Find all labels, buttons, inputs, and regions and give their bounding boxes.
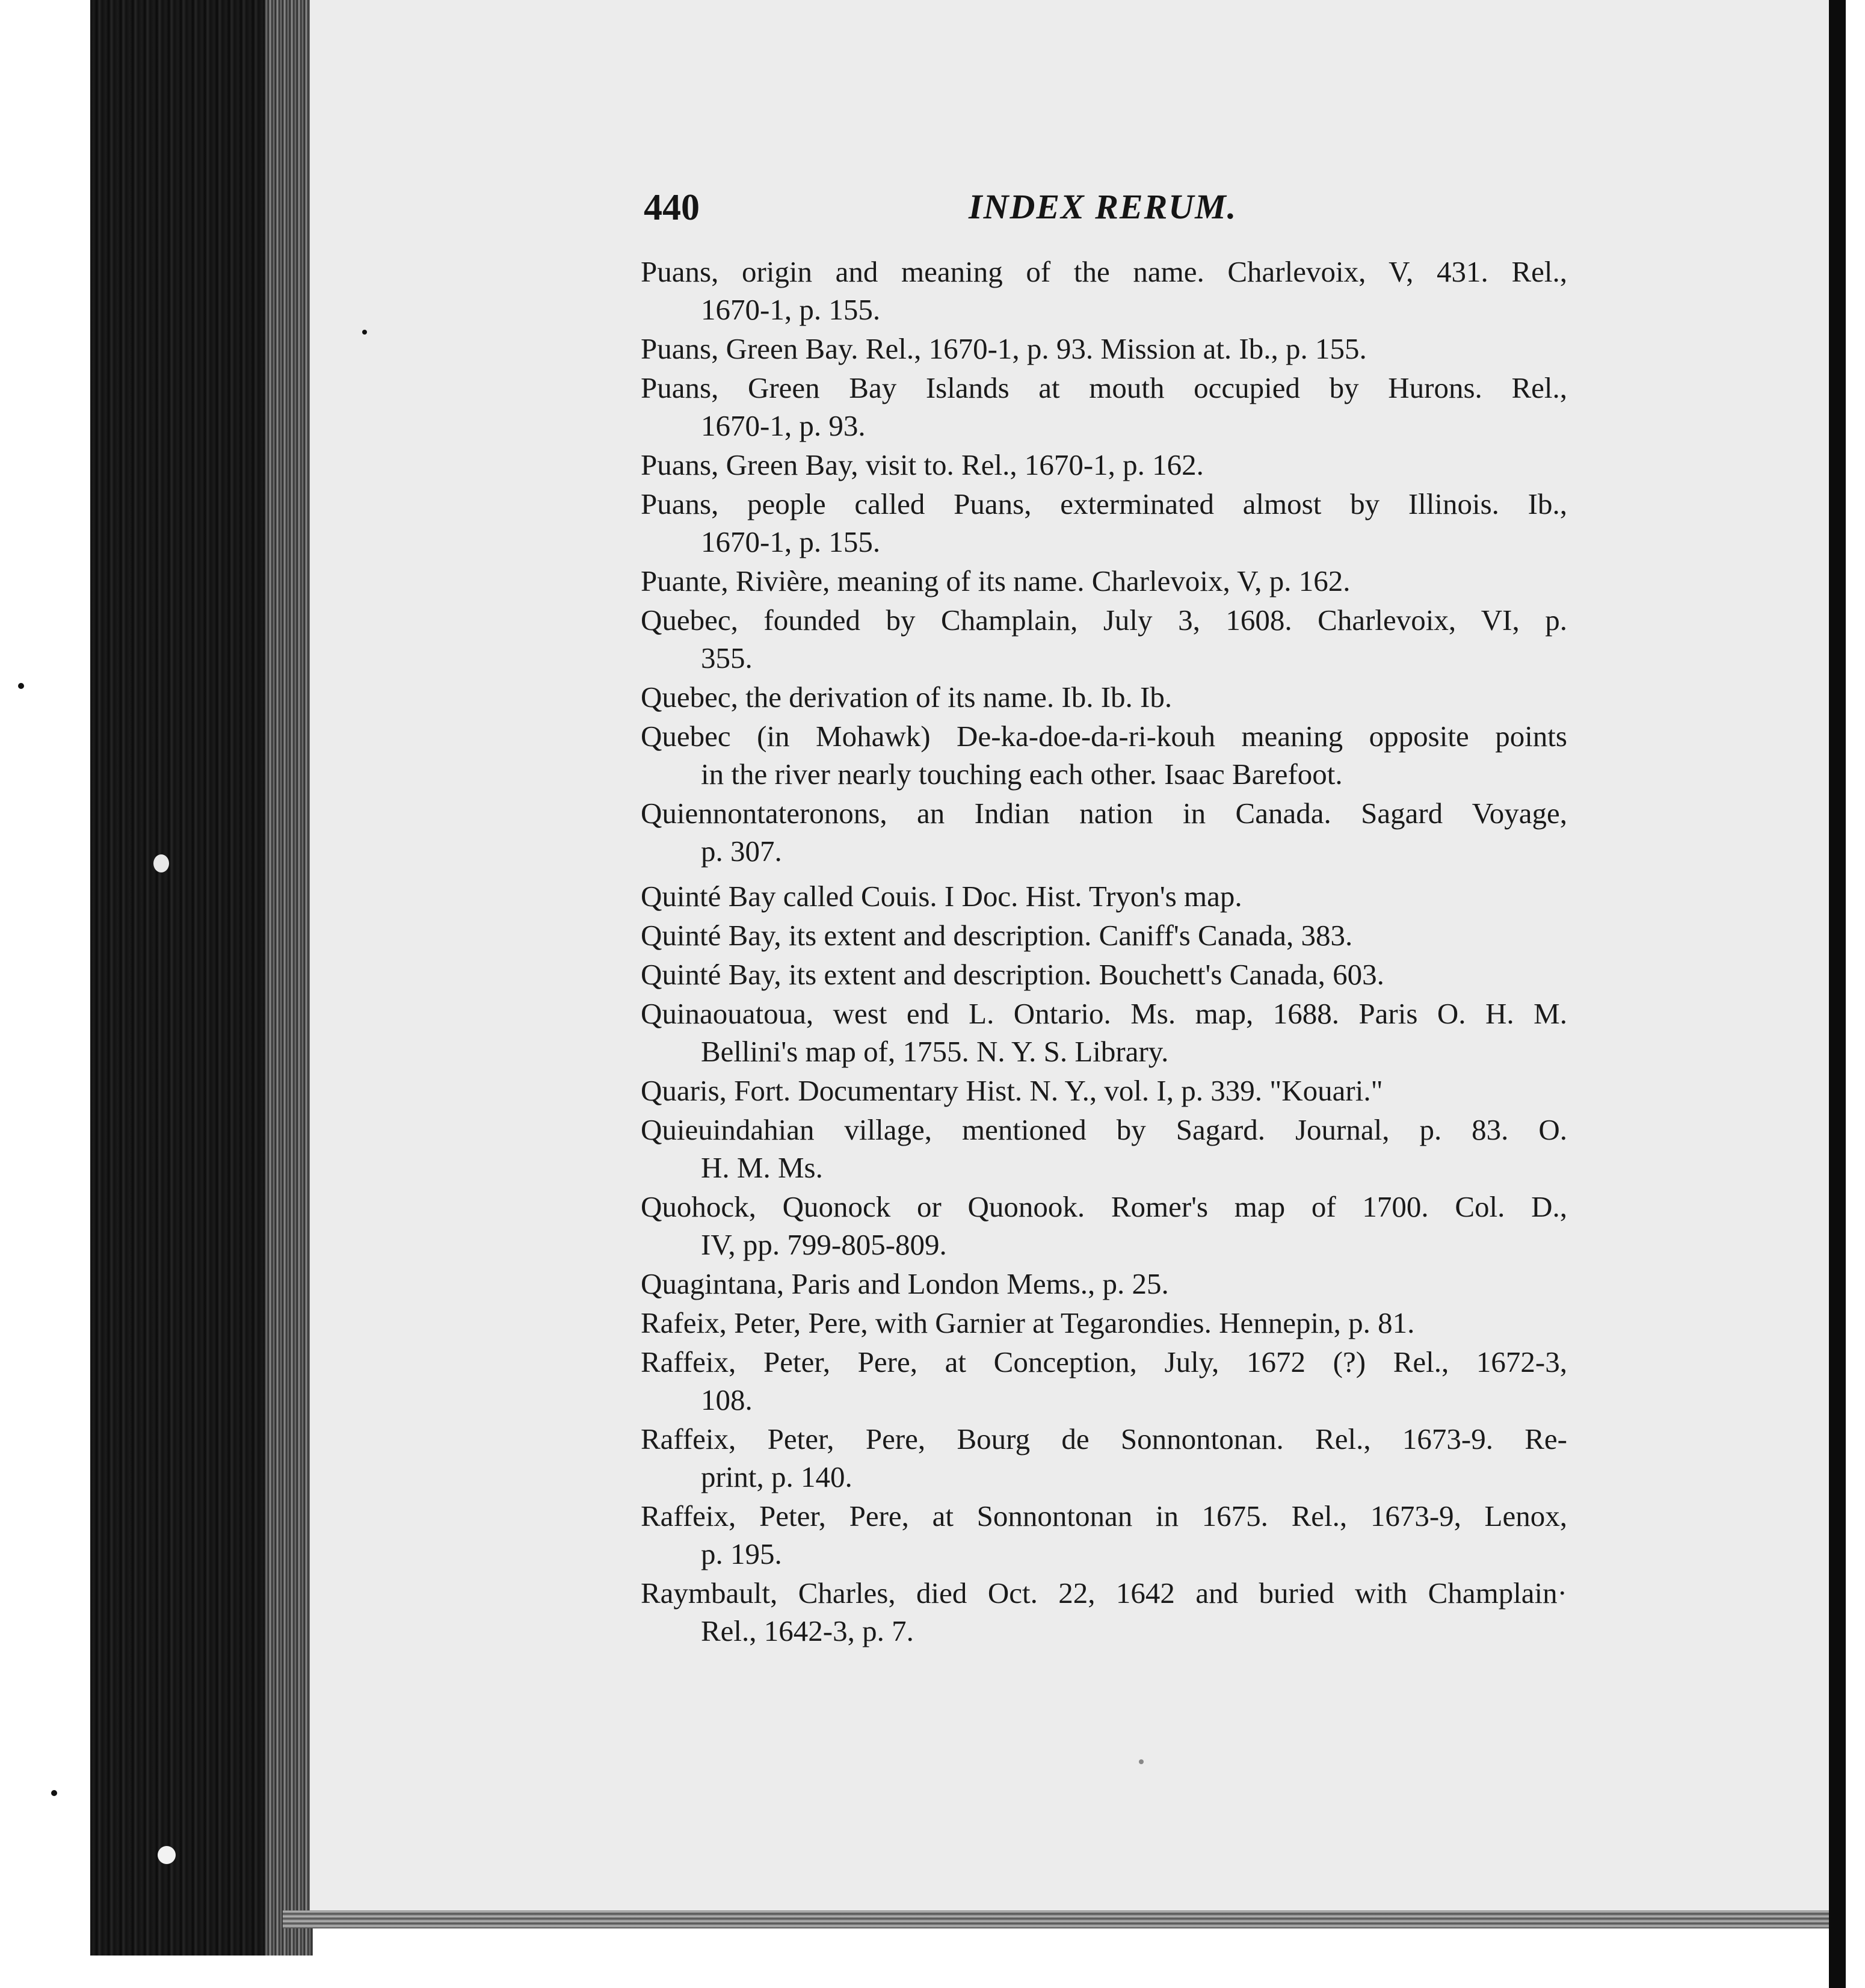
running-header: [644, 187, 1293, 235]
index-entry: [641, 369, 1567, 445]
index-entry: [641, 485, 1567, 561]
entry-line: Puans, Green Bay. Rel., 1670-1, p. 93. Mission at. Ib., p. 155.: [641, 332, 1367, 365]
entry-continuation-line: p. 195.: [701, 1537, 782, 1570]
index-entry: [641, 877, 1567, 915]
index-entry: [641, 562, 1567, 600]
entry-line: Raffeix, Peter, Pere, Bourg de Sonnontonan. Rel., 1673-9. Re-: [641, 1422, 1567, 1455]
entry-line: Quagintana, Paris and London Mems., p. 25.: [641, 1267, 1169, 1300]
entry-line: Quebec, the derivation of its name. Ib. Ib. Ib.: [641, 681, 1173, 714]
entry-line: Puans, Green Bay Islands at mouth occupied by Hurons. Rel.,: [641, 371, 1567, 404]
page-edges-dark: [90, 0, 271, 1956]
index-entry: [641, 794, 1567, 870]
entry-line: Quinaouatoua, west end L. Ontario. Ms. map, 1688. Paris O. H. M.: [641, 997, 1567, 1030]
index-entry: [641, 1111, 1567, 1187]
index-entry: [641, 1343, 1567, 1419]
entry-line: Raymbault, Charles, died Oct. 22, 1642 and buried with Champlain·: [641, 1576, 1567, 1610]
index-entry: [641, 1265, 1567, 1303]
index-entry: [641, 916, 1567, 954]
entry-line: Quiennontateronons, an Indian nation in Canada. Sagard Voyage,: [641, 797, 1567, 830]
entry-continuation-line: p. 307.: [701, 835, 782, 868]
entry-line: Quinté Bay, its extent and description. Bouchett's Canada, 603.: [641, 958, 1384, 991]
book-spine: [0, 0, 96, 1988]
entry-continuation-line: Bellini's map of, 1755. N. Y. S. Library.: [701, 1035, 1169, 1068]
entry-line: Quohock, Quonock or Quonook. Romer's map of 1700. Col. D.,: [641, 1190, 1567, 1223]
entry-gap: [641, 871, 1567, 877]
entry-line: Rafeix, Peter, Pere, with Garnier at Tegarondies. Hennepin, p. 81.: [641, 1306, 1415, 1339]
entry-continuation-line: Rel., 1642-3, p. 7.: [701, 1614, 914, 1647]
index-entry: [641, 446, 1567, 484]
entry-line: Raffeix, Peter, Pere, at Sonnontonan in 1675. Rel., 1673-9, Lenox,: [641, 1499, 1567, 1533]
index-entry: [641, 601, 1567, 677]
running-title: INDEX RERUM.: [969, 187, 1238, 226]
entry-line: Quebec (in Mohawk) De-ka-doe-da-ri-kouh meaning opposite points: [641, 720, 1567, 753]
index-entry: [641, 1072, 1567, 1110]
index-entries: [641, 253, 1567, 1651]
scan-speck: [153, 854, 169, 872]
entry-line: Quinté Bay called Couis. I Doc. Hist. Tryon's map.: [641, 880, 1242, 913]
entry-continuation-line: in the river nearly touching each other. Isaac Barefoot.: [701, 758, 1343, 791]
right-page-edge: [1829, 0, 1846, 1988]
index-entry: [641, 717, 1567, 793]
index-entry: [641, 1304, 1567, 1342]
index-entry: [641, 678, 1567, 716]
index-entry: [641, 955, 1567, 993]
entry-line: Puans, people called Puans, exterminated almost by Illinois. Ib.,: [641, 487, 1567, 520]
entry-continuation-line: 108.: [701, 1383, 753, 1416]
index-entry: [641, 1574, 1567, 1650]
entry-line: Puans, Green Bay, visit to. Rel., 1670-1, p. 162.: [641, 448, 1204, 481]
entry-line: Puans, origin and meaning of the name. Charlevoix, V, 431. Rel.,: [641, 255, 1567, 288]
scan-speck: [18, 683, 24, 689]
entry-continuation-line: 1670-1, p. 155.: [701, 525, 881, 558]
entry-continuation-line: print, p. 140.: [701, 1460, 852, 1493]
page-edges-light: [265, 0, 313, 1956]
scan-speck: [1850, 680, 1855, 685]
scan-speck: [362, 330, 367, 335]
index-entry: [641, 1420, 1567, 1496]
index-entry: [641, 253, 1567, 329]
page-number: 440: [644, 187, 700, 228]
entry-line: Quinté Bay, its extent and description. Caniff's Canada, 383.: [641, 919, 1353, 952]
entry-line: Raffeix, Peter, Pere, at Conception, July, 1672 (?) Rel., 1672-3,: [641, 1345, 1567, 1378]
index-entry: [641, 330, 1567, 368]
entry-continuation-line: 355.: [701, 641, 753, 674]
index-entry: [641, 1497, 1567, 1573]
entry-line: Quaris, Fort. Documentary Hist. N. Y., vol. I, p. 339. "Kouari.": [641, 1074, 1383, 1107]
entry-line: Quieuindahian village, mentioned by Sagard. Journal, p. 83. O.: [641, 1113, 1567, 1146]
page-bottom-edge: [283, 1910, 1829, 1928]
entry-continuation-line: H. M. Ms.: [701, 1151, 823, 1184]
index-entry: [641, 1188, 1567, 1264]
index-entry: [641, 995, 1567, 1070]
entry-line: Quebec, founded by Champlain, July 3, 1608. Charlevoix, VI, p.: [641, 604, 1567, 637]
scan-speck: [158, 1846, 176, 1864]
entry-continuation-line: 1670-1, p. 155.: [701, 293, 881, 326]
scan-speck: [1139, 1759, 1144, 1764]
scan-speck: [51, 1790, 57, 1796]
entry-continuation-line: 1670-1, p. 93.: [701, 409, 866, 442]
entry-continuation-line: IV, pp. 799-805-809.: [701, 1228, 947, 1261]
entry-line: Puante, Rivière, meaning of its name. Charlevoix, V, p. 162.: [641, 564, 1351, 597]
